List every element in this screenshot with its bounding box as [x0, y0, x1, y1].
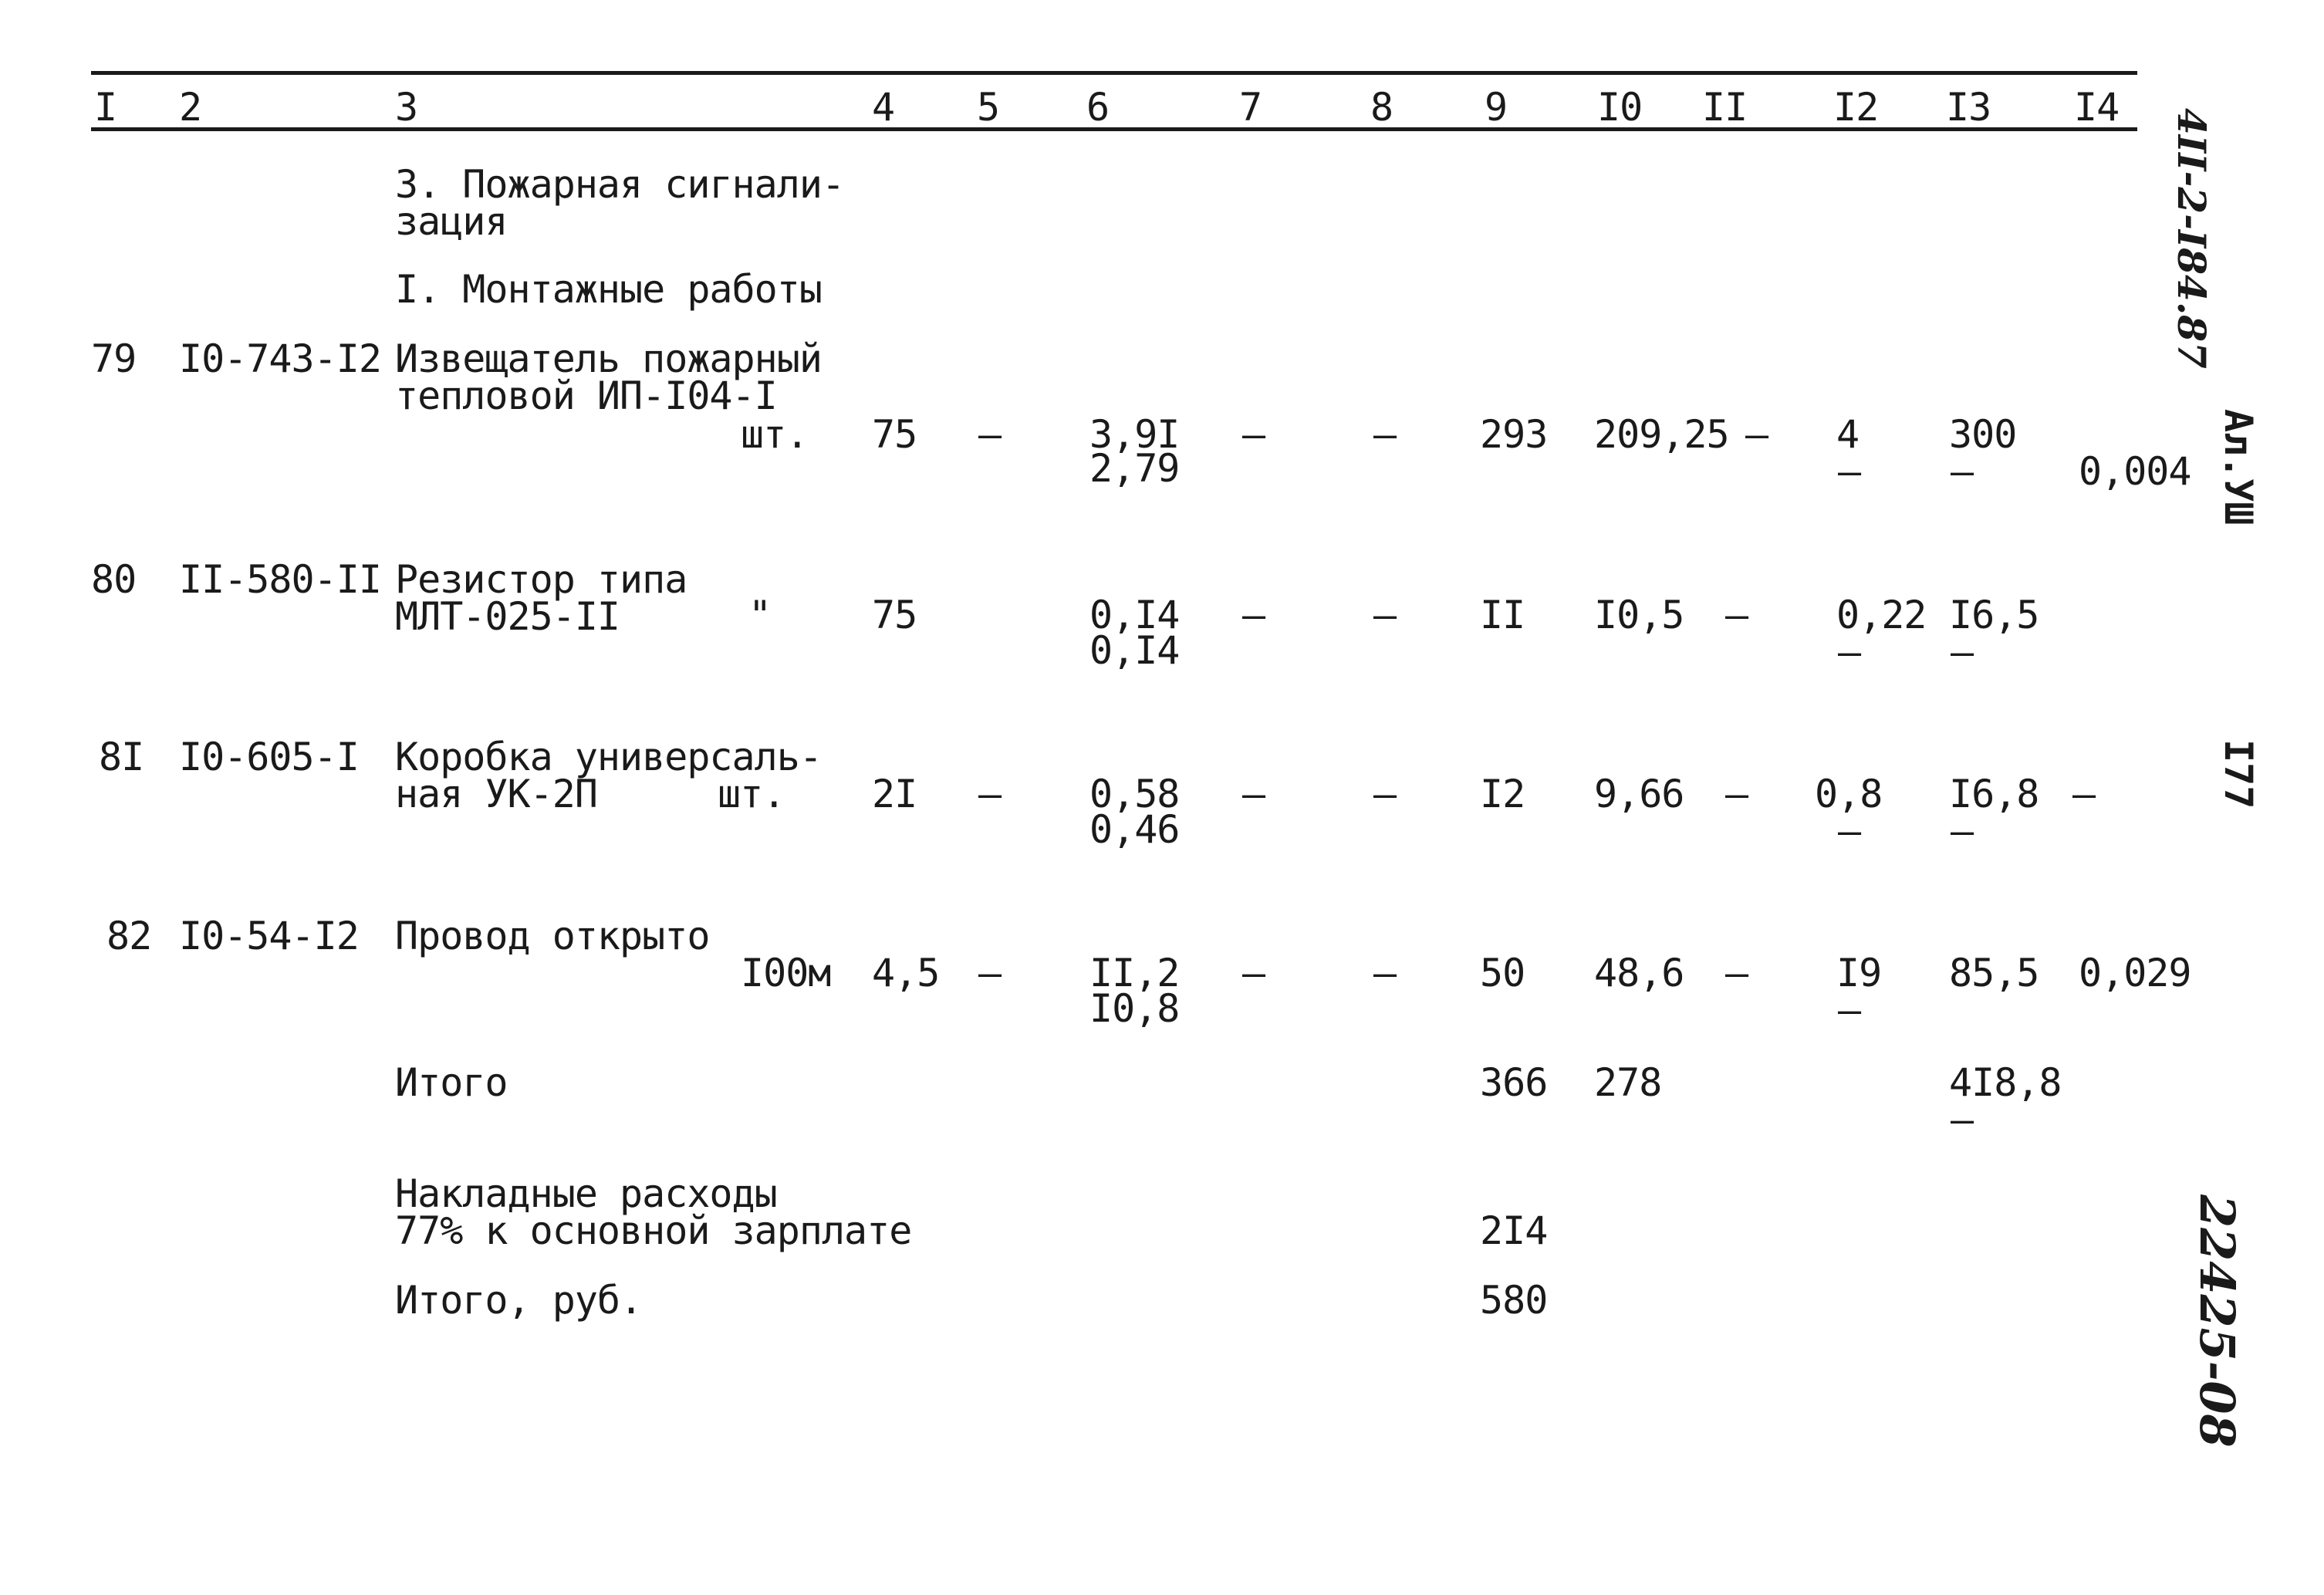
col-header-12: I2 [1833, 85, 1879, 130]
row-unit: шт. [741, 412, 809, 457]
section-title-line2: зация [395, 199, 508, 244]
cell-col6-top: 0,58 [1089, 772, 1180, 816]
cell-col8: – [1373, 772, 1397, 816]
cell-col11: – [1725, 772, 1748, 816]
row-name-line2: МЛТ-025-II [395, 594, 620, 639]
cell-col12-bottom: – [1838, 630, 1861, 674]
cell-col5: – [978, 951, 1002, 995]
itogo-label: Итого [395, 1060, 508, 1105]
cell-col13-bottom: – [1951, 809, 1974, 853]
cell-col6-bottom: 0,46 [1089, 807, 1180, 852]
header-top-rule [91, 71, 2137, 75]
col-header-9: 9 [1485, 85, 1508, 130]
row-unit: шт. [718, 772, 785, 816]
cell-col13-top: 85,5 [1949, 951, 2039, 995]
cell-col12-bottom: – [1838, 449, 1861, 494]
row-code: I0-54-I2 [179, 914, 359, 958]
cell-col12-top: 0,22 [1836, 593, 1927, 637]
col-header-6: 6 [1086, 85, 1110, 130]
cell-col7: – [1242, 593, 1265, 637]
row-code: I0-605-I [179, 735, 359, 779]
col-header-3: 3 [395, 85, 418, 130]
cell-col6-top: II,2 [1089, 951, 1180, 995]
cell-col12-top: I9 [1836, 951, 1882, 995]
page-number: I77 [2216, 739, 2261, 809]
total-rub-col9: 580 [1480, 1278, 1548, 1323]
cell-col9: II [1480, 593, 1525, 637]
itogo-col13: 4I8,8 [1949, 1060, 2062, 1105]
cell-col11: – [1725, 951, 1748, 995]
row-code: I0-743-I2 [179, 336, 381, 381]
cell-col7: – [1242, 772, 1265, 816]
cell-col11: – [1745, 412, 1768, 457]
row-name-line2: тепловой ИП-I04-I [395, 373, 777, 418]
cell-col10: 209,25 [1594, 412, 1729, 457]
cell-col13-top: I6,8 [1949, 772, 2039, 816]
overhead-col9: 2I4 [1480, 1208, 1548, 1253]
cell-col4: 2I [872, 772, 917, 816]
itogo-col13-dash: – [1951, 1097, 1974, 1142]
row-unit: I00м [741, 951, 831, 995]
col-header-1: I [94, 85, 117, 130]
col-header-11: II [1702, 85, 1748, 130]
cell-col14: 0,004 [2079, 449, 2191, 494]
col-header-4: 4 [872, 85, 895, 130]
cell-col10: 48,6 [1594, 951, 1684, 995]
section-subtitle: I. Монтажные работы [395, 267, 822, 312]
row-number: 8I [99, 735, 144, 779]
row-code: II-580-II [179, 557, 381, 602]
document-code-handwritten: 4II-2-I84.87 [2169, 108, 2214, 369]
itogo-col10: 278 [1594, 1060, 1662, 1105]
cell-col12-top: 4 [1836, 412, 1860, 457]
cell-col5: – [978, 412, 1002, 457]
row-number: 80 [91, 557, 137, 602]
row-name-line1: Коробка универсаль- [395, 735, 822, 779]
cell-col12-bottom: – [1838, 988, 1861, 1032]
col-header-10: I0 [1597, 85, 1643, 130]
cell-col9: 50 [1480, 951, 1525, 995]
cell-col6-bottom: 0,I4 [1089, 628, 1180, 673]
section-title-line1: 3. Пожарная сигнали- [395, 162, 845, 207]
cell-col10: 9,66 [1594, 772, 1684, 816]
total-rub-label: Итого, руб. [395, 1278, 643, 1323]
cell-col6-bottom: I0,8 [1089, 986, 1180, 1031]
row-name-line2: ная УК-2П [395, 772, 597, 816]
inventory-number-handwritten: 22425-08 [2189, 1195, 2245, 1448]
itogo-col9: 366 [1480, 1060, 1548, 1105]
cell-col14: 0,029 [2079, 951, 2191, 995]
cell-col9: I2 [1480, 772, 1525, 816]
col-header-5: 5 [977, 85, 1000, 130]
cell-col14: – [2072, 772, 2096, 816]
row-name-line1: Резистор типа [395, 557, 687, 602]
overhead-label-line1: Накладные расходы [395, 1171, 777, 1216]
cell-col5: – [978, 772, 1002, 816]
row-name-line1: Провод открыто [395, 914, 710, 958]
cell-col10: I0,5 [1594, 593, 1684, 637]
cell-col13-top: I6,5 [1949, 593, 2039, 637]
cell-col13-bottom: – [1951, 449, 1974, 494]
cell-col8: – [1373, 593, 1397, 637]
album-number: Ал.УШ [2216, 409, 2261, 525]
cell-col4: 75 [872, 593, 917, 637]
cell-col6-bottom: 2,79 [1089, 446, 1180, 491]
cell-col11: – [1725, 593, 1748, 637]
cell-col8: – [1373, 412, 1397, 457]
cell-col12-top: 0,8 [1815, 772, 1883, 816]
cell-col6-top: 0,I4 [1089, 593, 1180, 637]
row-name-line1: Извещатель пожарный [395, 336, 822, 381]
overhead-label-line2: 77% к основной зарплате [395, 1208, 912, 1253]
col-header-7: 7 [1239, 85, 1262, 130]
col-header-14: I4 [2074, 85, 2120, 130]
cell-col7: – [1242, 951, 1265, 995]
col-header-13: I3 [1946, 85, 1991, 130]
cell-col8: – [1373, 951, 1397, 995]
col-header-8: 8 [1370, 85, 1393, 130]
cell-col13-top: 300 [1949, 412, 2017, 457]
row-unit: " [748, 593, 772, 637]
cell-col4: 4,5 [872, 951, 940, 995]
cell-col6-top: 3,9I [1089, 412, 1180, 457]
cell-col7: – [1242, 412, 1265, 457]
cell-col4: 75 [872, 412, 917, 457]
cell-col13-bottom: – [1951, 630, 1974, 674]
cell-col12-bottom: – [1838, 809, 1861, 853]
col-header-2: 2 [179, 85, 202, 130]
cell-col9: 293 [1480, 412, 1548, 457]
row-number: 79 [91, 336, 137, 381]
row-number: 82 [106, 914, 152, 958]
